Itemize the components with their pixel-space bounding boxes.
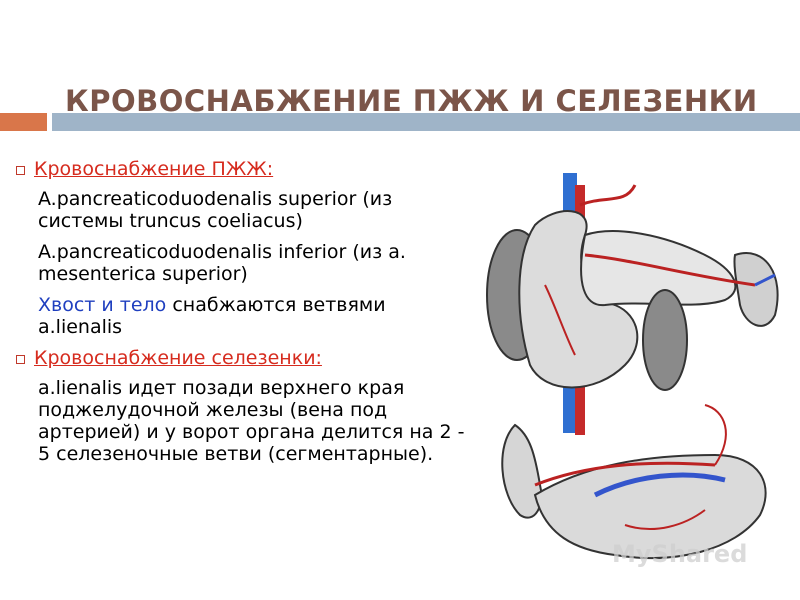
pancreas-heading: Кровоснабжение ПЖЖ:: [34, 158, 274, 180]
lower-anatomy-figure: [502, 405, 765, 558]
paragraph-lienalis: a.lienalis идет позади верхнего края поджелудочной железы (вена под артерией) и у ворот органа делится на 2 - 5 селезеночные ветви (сегментарные).: [38, 377, 465, 465]
bullet-spleen: [14, 347, 474, 369]
accent-bar: [0, 113, 47, 131]
paragraph-superior: A.pancreaticoduodenalis superior (из системы truncus coeliacus): [38, 188, 393, 232]
paragraph-inferior: A.pancreaticoduodenalis inferior (из a. mesenterica superior): [38, 241, 406, 285]
content-area: [14, 158, 474, 474]
watermark-logo: MyShared: [612, 540, 748, 568]
square-bullet-icon: [16, 355, 25, 364]
slide-title: КРОВОСНАБЖЕНИЕ ПЖЖ И СЕЛЕЗЕНКИ: [65, 84, 758, 118]
spleen-heading: Кровоснабжение селезенки:: [34, 347, 322, 369]
paragraph-tail-body: [14, 294, 474, 338]
upper-anatomy-figure: [487, 173, 778, 435]
tail-body-rest: снабжаются ветвями a.lienalis: [38, 294, 386, 338]
bullet-pancreas: [14, 158, 474, 180]
square-bullet-icon: [16, 166, 25, 175]
anatomy-illustration: [475, 165, 795, 595]
tail-body-highlight: Хвост и тело: [38, 294, 167, 316]
